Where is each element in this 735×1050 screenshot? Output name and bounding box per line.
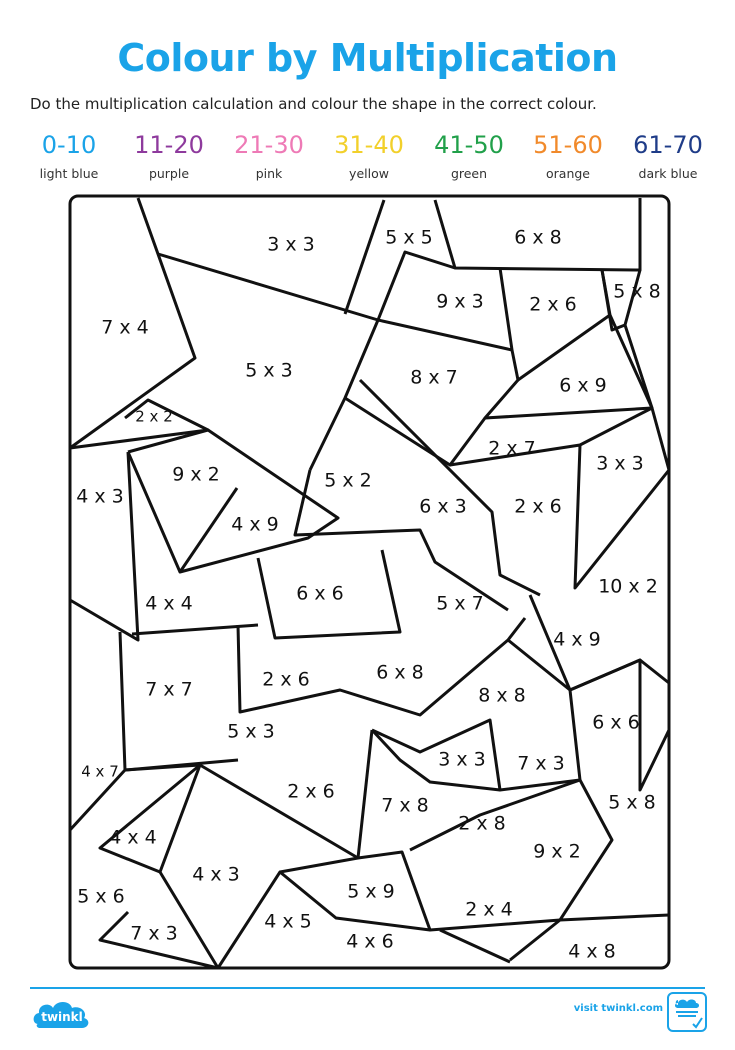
page-title: Colour by Multiplication xyxy=(117,36,618,80)
key-colour-name: yellow xyxy=(349,166,389,181)
shape-label: 2 x 8 xyxy=(458,812,506,835)
shape-label: 4 x 9 xyxy=(231,513,279,536)
shape-label: 7 x 7 xyxy=(145,678,193,701)
shape-label: 6 x 6 xyxy=(296,582,344,605)
shape-label: 8 x 8 xyxy=(478,684,526,707)
key-range: 61-70 xyxy=(633,131,703,159)
shape-label: 2 x 7 xyxy=(488,437,536,460)
shape-label: 8 x 7 xyxy=(410,366,458,389)
shape-label: 10 x 2 xyxy=(598,575,658,598)
key-colour-name: dark blue xyxy=(638,166,698,181)
key-range: 0-10 xyxy=(41,131,97,159)
key-range: 21-30 xyxy=(234,131,304,159)
shape-label: 6 x 8 xyxy=(376,661,424,684)
shape-label: 3 x 3 xyxy=(267,233,315,256)
shape-label: 2 x 6 xyxy=(529,293,577,316)
shape-label: 4 x 8 xyxy=(568,940,616,963)
shape-label: 4 x 3 xyxy=(76,485,124,508)
footer-divider xyxy=(30,987,705,989)
shape-label: 6 x 8 xyxy=(514,226,562,249)
shape-label: 7 x 3 xyxy=(517,752,565,775)
key-range: 31-40 xyxy=(334,131,404,159)
shape-label: 4 x 4 xyxy=(145,592,193,615)
shape-label: 9 x 2 xyxy=(172,463,220,486)
shape-label: 6 x 9 xyxy=(559,374,607,397)
key-colour-name: pink xyxy=(255,166,283,181)
key-colour-name: light blue xyxy=(39,166,99,181)
logo-text: twinkl xyxy=(41,1010,83,1024)
key-colour-name: orange xyxy=(546,166,590,181)
shape-label: 4 x 3 xyxy=(192,863,240,886)
shape-label: 5 x 8 xyxy=(608,791,656,814)
shape-label: 7 x 3 xyxy=(130,922,178,945)
key-range: 41-50 xyxy=(434,131,504,159)
shape-label: 2 x 6 xyxy=(287,780,335,803)
shape-label: 5 x 3 xyxy=(227,720,275,743)
twinkl-logo xyxy=(30,994,94,1030)
shape-label: 9 x 2 xyxy=(533,840,581,863)
shape-label: 4 x 6 xyxy=(346,930,394,953)
shape-label: 6 x 3 xyxy=(419,495,467,518)
shape-label: 7 x 8 xyxy=(381,794,429,817)
shape-label: 6 x 6 xyxy=(592,711,640,734)
shape-label: 9 x 3 xyxy=(436,290,484,313)
shape-label: 3 x 3 xyxy=(438,748,486,771)
shape-label: 5 x 8 xyxy=(613,280,661,303)
shape-label: 2 x 6 xyxy=(514,495,562,518)
shape-label: 5 x 2 xyxy=(324,469,372,492)
visit-link[interactable]: visit twinkl.com xyxy=(573,1003,663,1014)
shape-label: 5 x 6 xyxy=(77,885,125,908)
key-colour-name: purple xyxy=(148,166,190,181)
shape-label: 5 x 3 xyxy=(245,359,293,382)
quality-standard-badge-icon xyxy=(667,992,707,1032)
shape-label: 7 x 4 xyxy=(101,316,149,339)
shape-label: 4 x 5 xyxy=(264,910,312,933)
shape-label: 5 x 9 xyxy=(347,880,395,903)
key-colour-name: green xyxy=(450,166,488,181)
shape-label: 4 x 4 xyxy=(109,826,157,849)
shape-label: 5 x 5 xyxy=(385,226,433,249)
shape-label: 4 x 9 xyxy=(553,628,601,651)
shape-label: 2 x 6 xyxy=(262,668,310,691)
shape-label: 2 x 4 xyxy=(465,898,513,921)
shape-label: 4 x 7 xyxy=(81,762,119,781)
key-range: 11-20 xyxy=(134,131,204,159)
shape-label: 2 x 2 xyxy=(135,407,173,426)
key-range: 51-60 xyxy=(533,131,603,159)
shape-label: 5 x 7 xyxy=(436,592,484,615)
instructions: Do the multiplication calculation and colour the shape in the correct colour. xyxy=(30,95,597,113)
shape-label: 3 x 3 xyxy=(596,452,644,475)
